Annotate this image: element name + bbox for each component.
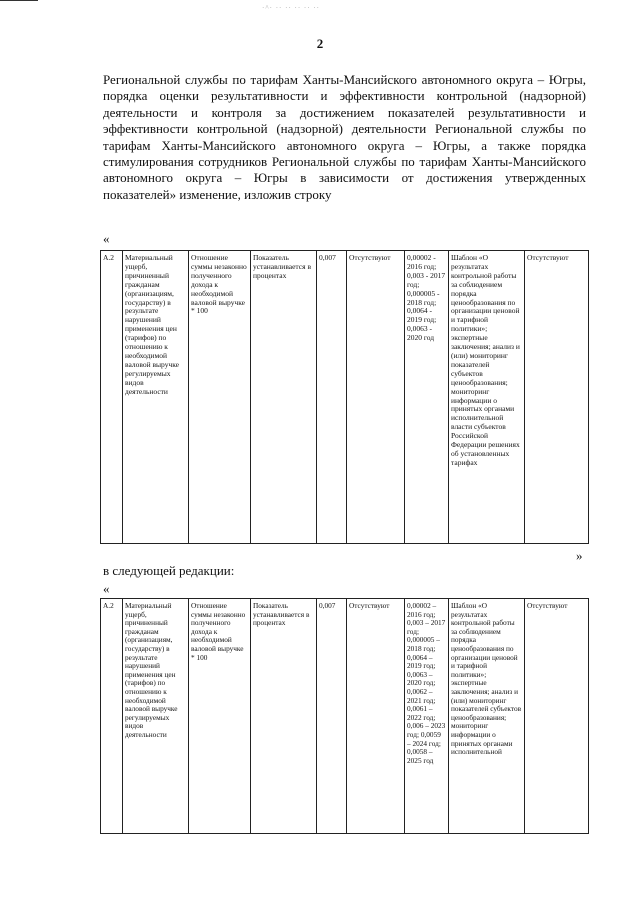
value-cell: 0,007 — [317, 599, 347, 834]
row-code: А.2 — [101, 599, 123, 834]
unit-cell: Показатель устанавливается в процентах — [251, 251, 317, 544]
scan-corner-line — [0, 0, 38, 1]
intro-paragraph: Региональной службы по тарифам Ханты-Мансийского автономного округа – Югры, порядка оценки результативности и эффективности контрольной (надзорной) деятельности и контроля за достижением показателей результативности и эффективности контрольной (надзорной) деятельности Региональной службы по тарифам Ханты-Мансийского автономного округа – Югры, а также порядка стимулирования сотрудников Региональной службы по тарифам Ханты-Мансийского автономного округа – Югры в зависимости от достижения утвержденных показателей» изменение, изложив строку — [103, 72, 586, 202]
base-cell: Отсутствуют — [347, 251, 405, 544]
formula-cell: Отношение суммы незаконно полученного дохода к необходимой валовой выручке * 100 — [189, 599, 251, 834]
table-row — [101, 599, 589, 834]
note-cell: Отсутствуют — [525, 251, 589, 544]
targets-cell: 0,00002 - 2016 год; 0,003 - 2017 год; 0,000005 - 2018 год; 0,0064 - 2019 год; 0,0063 - 2020 год — [405, 251, 449, 544]
source-cell: Шаблон «О результатах контрольной работы за соблюдением порядка ценообразования по организации ценовой и тарифной политики»; экспертные заключения; анализ и (или) мониторинг показателей субъектов ценообразования; мониторинг информации о принятых органами исполнительной — [449, 599, 525, 834]
indicator-cell: Материальный ущерб, причиненный гражданам (организациям, государству) в результате нарушений применения цен (тарифов) по отношению к необходимой валовой выручке регулируемых видов деятельности — [123, 251, 189, 544]
quote-close-old: » — [576, 548, 583, 563]
scan-artifacts: ·^· ·· ·· ·· ·· ·· — [262, 4, 321, 12]
targets-cell: 0,00002 – 2016 год; 0,003 – 2017 год; 0,000005 – 2018 год; 0,0064 – 2019 год; 0,0063 – 2020 год; 0,0062 – 2021 год; 0,0061 – 2022 год; 0,006 – 2023 год; 0,0059 – 2024 год; 0,0058 – 2025 год — [405, 599, 449, 834]
note-cell: Отсутствуют — [525, 599, 589, 834]
table-row — [101, 251, 589, 544]
page-number: 2 — [316, 36, 324, 51]
quote-open-old: « — [103, 231, 110, 246]
lead-text: в следующей редакции: — [103, 563, 235, 578]
unit-cell: Показатель устанавливается в процентах — [251, 599, 317, 834]
indicator-cell: Материальный ущерб, причиненный гражданам (организациям, государству) в результате нарушений применения цен (тарифов) по отношению к необходимой валовой выручке регулируемых видов деятельности — [123, 599, 189, 834]
source-cell: Шаблон «О результатах контрольной работы за соблюдением порядка ценообразования по организации ценовой и тарифной политики»; экспертные заключения; анализ и (или) мониторинг показателей субъектов ценообразования; мониторинг информации о принятых органами исполнительной власти субъектов Российской Федерации решениях об установленных тарифах — [449, 251, 525, 544]
quote-open-new: « — [103, 581, 110, 596]
old-row-table — [100, 250, 589, 544]
formula-cell: Отношение суммы незаконно полученного дохода к необходимой валовой выручке * 100 — [189, 251, 251, 544]
row-code: А.2 — [101, 251, 123, 544]
new-row-table — [100, 598, 589, 834]
base-cell: Отсутствуют — [347, 599, 405, 834]
value-cell: 0,007 — [317, 251, 347, 544]
